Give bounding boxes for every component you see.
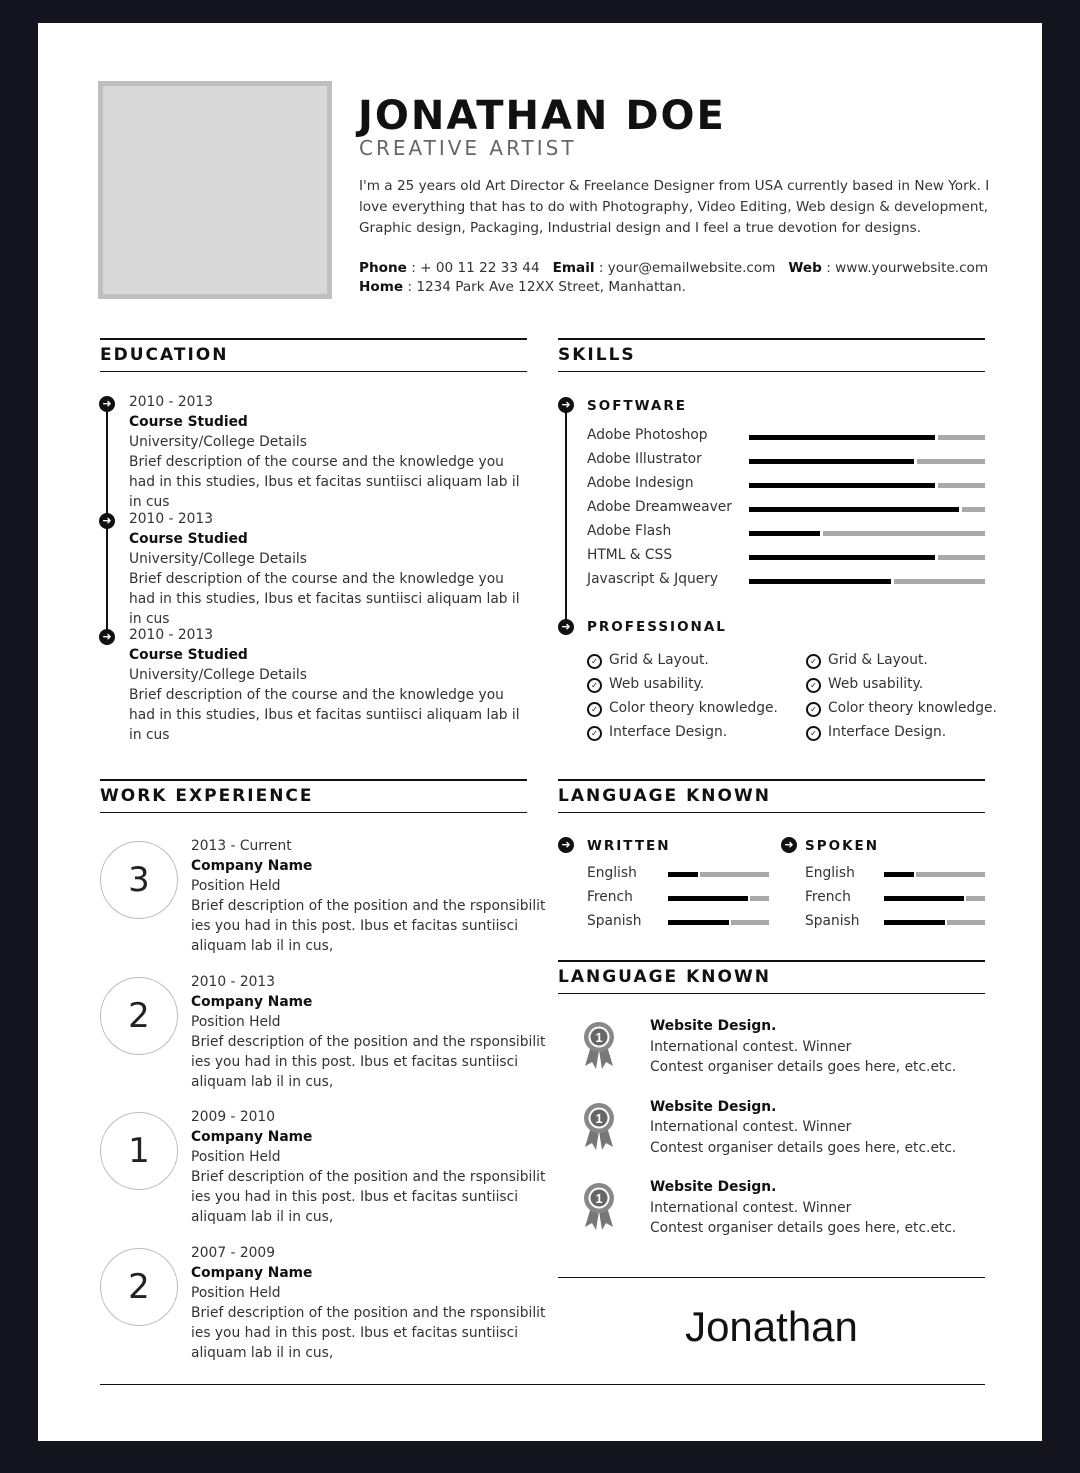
- award-ribbon-icon: [580, 1181, 618, 1231]
- award-ribbon-icon: [580, 1020, 618, 1070]
- education-course: Course Studied: [129, 414, 248, 430]
- home-value: : 1234 Park Ave 12XX Street, Manhattan.: [407, 279, 686, 295]
- language-bar-rest: [966, 896, 985, 901]
- spoken-title: SPOKEN: [805, 838, 880, 854]
- language-bar-rest: [947, 920, 985, 925]
- home-label: Home: [359, 279, 404, 295]
- language-bar-fill: [884, 872, 914, 877]
- education-title: EDUCATION: [100, 345, 229, 365]
- education-school: University/College Details: [129, 667, 307, 683]
- award-title: Website Design.: [650, 1179, 777, 1195]
- language-bar-rest: [700, 872, 769, 877]
- intro-paragraph: I'm a 25 years old Art Director & Freelance Designer from USA currently based in New York. I love everything that has to do with Photography, Video Editing, Web design & development, Graphic design, Packaging, Industrial design and I feel a true devotion for designs.: [359, 178, 990, 236]
- work-years: 2009 - 2010: [191, 1109, 275, 1125]
- skill-bar-rest: [938, 483, 985, 488]
- language-bar-fill: [668, 872, 698, 877]
- language-name: Spanish: [587, 913, 642, 929]
- check-circle-icon: ✓: [806, 702, 821, 717]
- professional-skill: Interface Design.: [609, 724, 728, 740]
- skill-bar-fill: [749, 483, 935, 488]
- software-skill-name: Adobe Dreamweaver: [587, 499, 732, 515]
- awards-title: LANGUAGE KNOWN: [558, 967, 771, 987]
- education-years: 2010 - 2013: [129, 394, 213, 410]
- work-number-circle: 2: [100, 1248, 178, 1326]
- software-skill-name: HTML & CSS: [587, 547, 673, 563]
- work-description: ies you had in this post. Ibus et facitas suntiisci: [191, 1053, 519, 1070]
- software-skill-name: Adobe Photoshop: [587, 427, 708, 443]
- web-value: : www.yourwebsite.com: [826, 260, 989, 276]
- award-line: International contest. Winner: [650, 1199, 852, 1216]
- footer-rule: [100, 1384, 985, 1385]
- education-description: Brief description of the course and the knowledge you had in this studies, Ibus et facitas suntiisci aliquam lab il in cus: [129, 454, 520, 510]
- written-title: WRITTEN: [587, 838, 671, 854]
- language-bar-rest: [731, 920, 769, 925]
- education-rule-bottom: [100, 371, 527, 372]
- arrow-right-icon: ➜: [558, 837, 574, 853]
- skill-bar-rest: [917, 459, 985, 464]
- skills-title: SKILLS: [558, 345, 636, 365]
- awards-rule-top: [558, 960, 985, 962]
- work-rule-bottom: [100, 812, 527, 813]
- arrow-right-icon: ➜: [558, 397, 574, 413]
- skill-bar-fill: [749, 459, 914, 464]
- education-years: 2010 - 2013: [129, 511, 213, 527]
- contact-block: [359, 259, 988, 297]
- arrow-right-icon: ➜: [99, 396, 115, 412]
- company-name: Company Name: [191, 1129, 313, 1145]
- award-title: Website Design.: [650, 1018, 777, 1034]
- arrow-right-icon: ➜: [99, 513, 115, 529]
- phone-value: : + 00 11 22 33 44: [411, 260, 540, 276]
- arrow-right-icon: ➜: [781, 837, 797, 853]
- person-role: CREATIVE ARTIST: [359, 136, 577, 160]
- education-years: 2010 - 2013: [129, 627, 213, 643]
- skills-rule-bottom: [558, 371, 985, 372]
- email-value: : your@emailwebsite.com: [598, 260, 776, 276]
- resume-page: [38, 23, 1042, 1441]
- check-circle-icon: ✓: [806, 654, 821, 669]
- award-line: International contest. Winner: [650, 1038, 852, 1055]
- award-details: Contest organiser details goes here, etc.etc.: [650, 1139, 957, 1156]
- svg-text:1: 1: [595, 1191, 603, 1206]
- awards-rule-bottom: [558, 993, 985, 994]
- professional-skill: Interface Design.: [828, 724, 947, 740]
- education-description: Brief description of the course and the knowledge you had in this studies, Ibus et facitas suntiisci aliquam lab il in cus: [129, 687, 520, 743]
- signature: Jonathan: [685, 1303, 858, 1350]
- language-name: English: [805, 865, 855, 881]
- work-years: 2007 - 2009: [191, 1244, 275, 1261]
- language-bar-rest: [750, 896, 769, 901]
- award-title: Website Design.: [650, 1098, 777, 1115]
- check-circle-icon: ✓: [587, 726, 602, 741]
- language-bar-fill: [668, 896, 748, 901]
- position-held: Position Held: [191, 878, 281, 894]
- work-description: Brief description of the position and the rsponsibilit: [191, 1304, 546, 1321]
- education-course: Course Studied: [129, 647, 248, 663]
- language-name: French: [805, 889, 851, 905]
- work-number-circle: 2: [100, 977, 178, 1055]
- signature-rule: [558, 1277, 985, 1278]
- award-details: Contest organiser details goes here, etc.etc.: [650, 1059, 957, 1075]
- check-circle-icon: ✓: [587, 654, 602, 669]
- person-name: JONATHAN DOE: [358, 93, 726, 139]
- position-held: Position Held: [191, 1284, 281, 1301]
- check-circle-icon: ✓: [587, 702, 602, 717]
- language-name: French: [587, 889, 633, 905]
- profile-photo-placeholder: [98, 81, 332, 299]
- skills-rule-top: [558, 338, 985, 340]
- position-held: Position Held: [191, 1149, 281, 1165]
- software-title: SOFTWARE: [587, 398, 687, 414]
- web-label: Web: [788, 260, 822, 276]
- language-rule-bottom: [558, 812, 985, 813]
- skill-bar-rest: [962, 507, 985, 512]
- work-rule-top: [100, 779, 527, 781]
- language-bar-fill: [884, 920, 945, 925]
- education-rule-top: [100, 338, 527, 340]
- professional-skill: Color theory knowledge.: [609, 700, 778, 716]
- work-description: Brief description of the position and the rsponsibilit: [191, 1169, 546, 1185]
- language-title: LANGUAGE KNOWN: [558, 786, 771, 806]
- award-line: International contest. Winner: [650, 1119, 852, 1135]
- check-circle-icon: ✓: [806, 678, 821, 693]
- education-course: Course Studied: [129, 531, 248, 547]
- software-skill-name: Adobe Flash: [587, 523, 672, 539]
- email-label: Email: [552, 260, 595, 276]
- work-description: ies you had in this post. Ibus et facitas suntiisci: [191, 918, 519, 934]
- award-ribbon-icon: [580, 1101, 618, 1151]
- education-school: University/College Details: [129, 551, 307, 567]
- professional-skill: Grid & Layout.: [609, 652, 709, 668]
- professional-skill: Grid & Layout.: [828, 652, 928, 668]
- skill-bar-rest: [894, 579, 985, 584]
- software-skill-name: Adobe Indesign: [587, 475, 694, 491]
- language-name: Spanish: [805, 913, 860, 929]
- software-skill-name: Javascript & Jquery: [587, 571, 719, 587]
- position-held: Position Held: [191, 1013, 281, 1030]
- professional-skill: Color theory knowledge.: [828, 700, 997, 716]
- language-bar-fill: [668, 920, 729, 925]
- language-rule-top: [558, 779, 985, 781]
- svg-text:1: 1: [595, 1030, 603, 1045]
- skill-bar-rest: [938, 555, 985, 560]
- work-years: 2010 - 2013: [191, 973, 275, 990]
- skill-bar-fill: [749, 507, 959, 512]
- work-description: aliquam lab il in cus,: [191, 1209, 334, 1225]
- skill-bar-fill: [749, 579, 891, 584]
- work-description: aliquam lab il in cus,: [191, 938, 334, 954]
- skill-bar-fill: [749, 555, 935, 560]
- company-name: Company Name: [191, 858, 313, 874]
- language-bar-fill: [884, 896, 964, 901]
- check-circle-icon: ✓: [806, 726, 821, 741]
- language-bar-rest: [916, 872, 985, 877]
- check-circle-icon: ✓: [587, 678, 602, 693]
- professional-title: PROFESSIONAL: [587, 619, 727, 635]
- skill-bar-rest: [823, 531, 985, 536]
- arrow-right-icon: ➜: [99, 629, 115, 645]
- language-name: English: [587, 865, 637, 881]
- skill-bar-fill: [749, 435, 935, 440]
- professional-skill: Web usability.: [609, 676, 705, 692]
- company-name: Company Name: [191, 1264, 313, 1281]
- contact-line-2: [359, 278, 988, 297]
- work-description: aliquam lab il in cus,: [191, 1344, 334, 1361]
- work-description: Brief description of the position and the rsponsibilit: [191, 898, 546, 914]
- software-skill-name: Adobe Illustrator: [587, 451, 702, 467]
- work-description: aliquam lab il in cus,: [191, 1073, 334, 1090]
- company-name: Company Name: [191, 993, 313, 1010]
- award-details: Contest organiser details goes here, etc.etc.: [650, 1220, 957, 1236]
- work-number-circle: 1: [100, 1112, 178, 1190]
- education-description: Brief description of the course and the knowledge you had in this studies, Ibus et facitas suntiisci aliquam lab il in cus: [129, 571, 520, 627]
- education-school: University/College Details: [129, 434, 307, 450]
- skill-bar-rest: [938, 435, 985, 440]
- skill-bar-fill: [749, 531, 820, 536]
- work-description: ies you had in this post. Ibus et facitas suntiisci: [191, 1324, 519, 1341]
- skills-timeline: [565, 405, 567, 627]
- phone-label: Phone: [359, 260, 407, 276]
- professional-skill: Web usability.: [828, 676, 924, 692]
- arrow-right-icon: ➜: [558, 619, 574, 635]
- work-title: WORK EXPERIENCE: [100, 786, 314, 806]
- svg-text:1: 1: [595, 1110, 603, 1126]
- work-description: ies you had in this post. Ibus et facitas suntiisci: [191, 1189, 519, 1205]
- work-years: 2013 - Current: [191, 838, 292, 854]
- work-number-circle: 3: [100, 841, 178, 919]
- contact-line-1: [359, 259, 988, 278]
- work-description: Brief description of the position and the rsponsibilit: [191, 1033, 546, 1050]
